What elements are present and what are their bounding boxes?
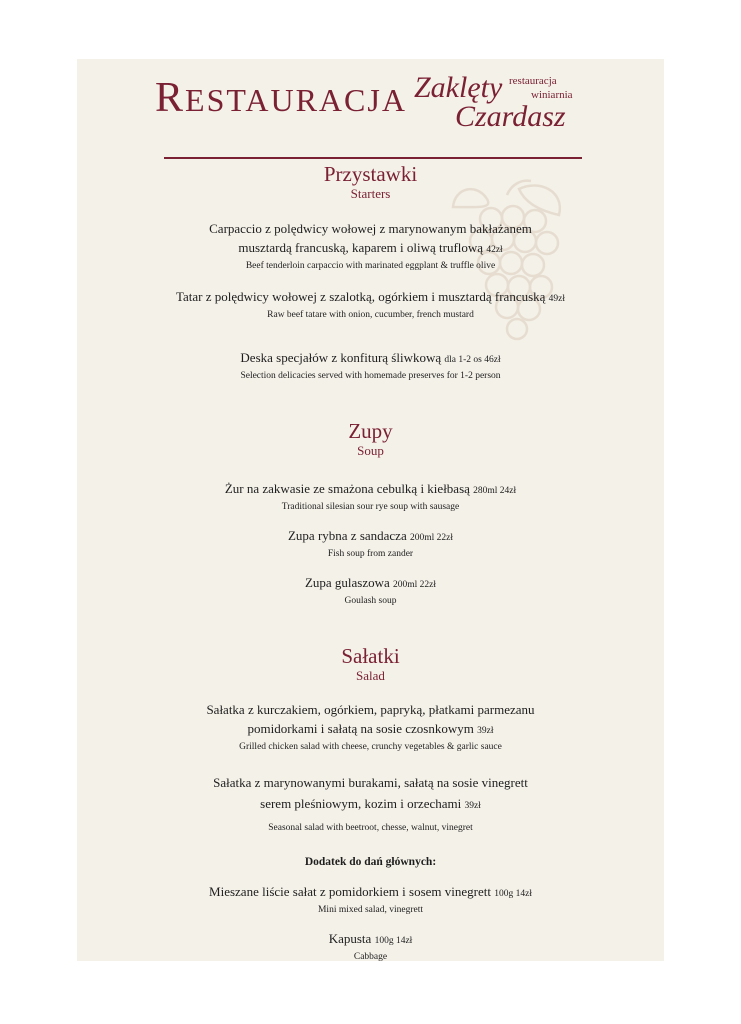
menu-item-zupa-gulaszowa (77, 573, 664, 608)
item-name (77, 348, 664, 370)
section-subtitle: Soup (357, 443, 384, 458)
section-title: Sałatki (341, 644, 400, 668)
item-name-text: Tatar z polędwicy wołowej z szalotką, ogórkiem i musztardą francuską (175, 289, 546, 304)
section-subtitle: Salad (356, 668, 385, 683)
addons-title: Dodatek do dań głównych: (304, 856, 437, 868)
item-name (77, 700, 664, 741)
menu-item-carpaccio (77, 219, 664, 273)
menu-item-zur (77, 479, 664, 514)
item-translation: Goulash soup (344, 596, 397, 606)
item-name-text: Żur na zakwasie ze smażona cebulką i kiełbasą (224, 481, 470, 496)
section-addons (77, 855, 664, 964)
item-name (77, 929, 664, 951)
item-price: 200ml 22zł (393, 580, 437, 590)
header-divider (164, 157, 582, 159)
item-name (77, 287, 664, 309)
menu-item-zupa-rybna (77, 526, 664, 561)
item-translation: Grilled chicken salad with cheese, crunchy vegetables & garlic sauce (239, 742, 502, 752)
item-price: dla 1-2 os 46zł (444, 355, 501, 365)
item-name (77, 882, 664, 904)
item-translation: Mini mixed salad, vinegrett (317, 905, 423, 915)
item-name (77, 479, 664, 501)
menu-page (77, 59, 664, 961)
logo-name-line2: Czardasz (455, 100, 566, 133)
section-salads (77, 644, 664, 835)
item-translation: Seasonal salad with beetroot, chesse, walnut, vinegret (268, 823, 473, 833)
item-name-text: Zupa rybna z sandacza (287, 528, 407, 543)
item-price: 280ml 24zł (473, 486, 517, 496)
menu-content (77, 162, 664, 964)
section-starters (77, 162, 664, 383)
section-title: Przystawki (323, 162, 418, 186)
item-price: 200ml 22zł (409, 533, 453, 543)
item-translation: Fish soup from zander (327, 549, 414, 559)
item-price: 100g 14zł (494, 889, 532, 899)
item-name (77, 219, 664, 260)
menu-item-deska (77, 348, 664, 383)
item-price: 42zł (486, 245, 503, 255)
logo-name-line1: Zaklęty (414, 71, 503, 104)
logo-tagline-restaurant: restauracja (509, 75, 557, 87)
item-name-text: Kapusta (328, 931, 372, 946)
item-price: 39zł (464, 801, 481, 811)
item-price: 49zł (548, 294, 566, 304)
section-soups (77, 419, 664, 608)
item-translation: Raw beef tatare with onion, cucumber, french mustard (267, 310, 474, 320)
section-title: Zupy (348, 419, 393, 443)
item-translation: Selection delicacies served with homemade preserves for 1-2 person (240, 371, 501, 381)
menu-item-tatar (77, 287, 664, 322)
logo-tagline-winery: winiarnia (531, 89, 573, 101)
item-name-text: Deska specjałów z konfiturą śliwkową (240, 350, 442, 365)
page-title (155, 77, 407, 119)
item-name-text: Mieszane liście sałat z pomidorkiem i sosem vinegrett (209, 884, 491, 899)
item-name (77, 526, 664, 548)
item-price: 39zł (477, 726, 494, 736)
item-name (77, 573, 664, 595)
item-name-line2: pomidorkami i sałatą na sosie czosnkowym (247, 721, 474, 736)
item-name (77, 772, 664, 817)
item-name-line2: serem pleśniowym, kozim i orzechami (260, 796, 462, 811)
page-title-rest: ESTAURACJA (185, 82, 407, 118)
item-name-line1: Sałatka z marynowanymi burakami, sałatą na sosie vinegrett (213, 775, 528, 790)
item-translation: Beef tenderloin carpaccio with marinated eggplant & truffle olive (245, 261, 496, 271)
section-subtitle: Starters (350, 186, 391, 201)
item-translation: Cabbage (353, 952, 388, 962)
restaurant-logo (412, 69, 592, 147)
item-name-line1: Sałatka z kurczakiem, ogórkiem, papryką, płatkami parmezanu (206, 702, 535, 717)
item-name-line2: musztardą francuską, kaparem i oliwą truflową (238, 240, 484, 255)
page-title-initial: R (155, 75, 186, 121)
menu-item-mixed-salad (77, 882, 664, 917)
menu-item-salatka-kurczak (77, 700, 664, 754)
item-name-text: Zupa gulaszowa (304, 575, 390, 590)
menu-item-kapusta (77, 929, 664, 964)
menu-item-salatka-buraki (77, 772, 664, 835)
item-name-line1: Carpaccio z polędwicy wołowej z marynowanym bakłażanem (209, 221, 532, 236)
item-price: 100g 14zł (374, 936, 413, 946)
item-translation: Traditional silesian sour rye soup with sausage (281, 502, 460, 512)
